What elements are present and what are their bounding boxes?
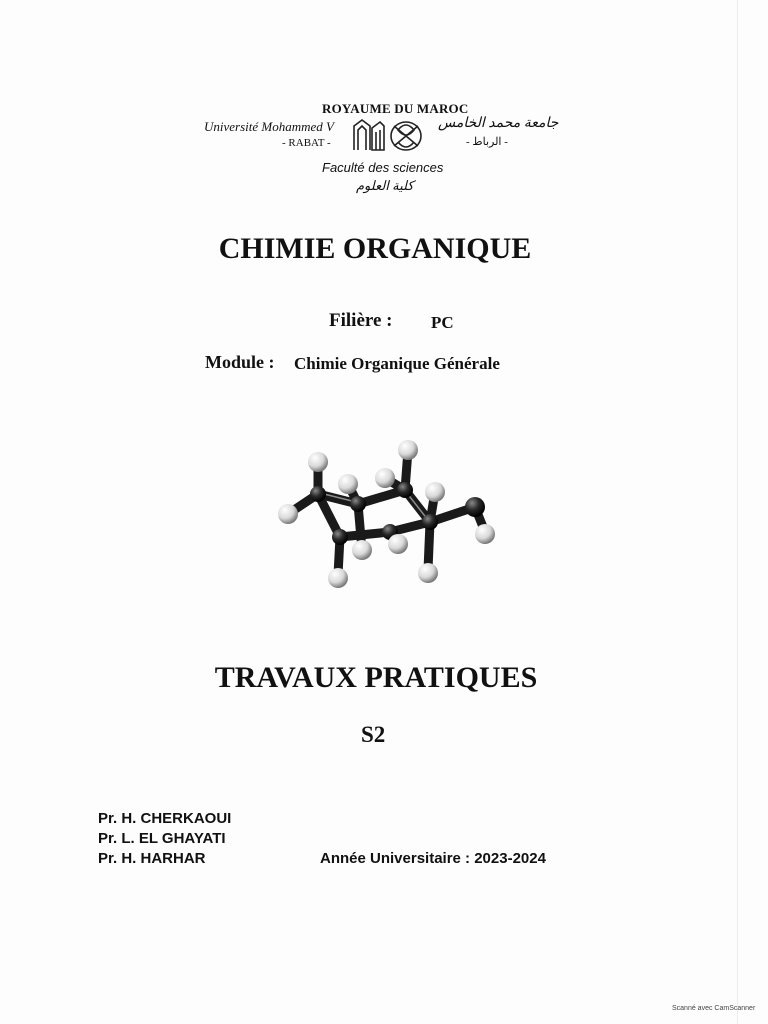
course-title: CHIMIE ORGANIQUE (218, 232, 532, 265)
practical-title: TRAVAUX PRATIQUES (214, 661, 538, 694)
module-label: Module : (205, 352, 275, 372)
university-name-fr: Université Mohammed V (204, 119, 334, 134)
filiere-value: PC (431, 313, 454, 332)
academic-year: Année Universitaire : 2023-2024 (320, 850, 546, 867)
author-1: Pr. H. CHERKAOUI (98, 810, 232, 827)
author-3: Pr. H. HARHAR (98, 850, 206, 867)
royaume-label: ROYAUME DU MAROC (322, 101, 469, 116)
university-logo-icon (350, 116, 428, 156)
university-name-ar: جامعة محمد الخامس (438, 116, 559, 131)
page-edge (737, 0, 738, 1024)
author-2: Pr. L. EL GHAYATI (98, 830, 226, 847)
city-fr: - RABAT - (282, 137, 331, 149)
semester-label: S2 (361, 722, 386, 747)
faculty-name-ar: كلية العلوم (356, 178, 414, 193)
module-value: Chimie Organique Générale (294, 354, 500, 373)
faculty-name-fr: Faculté des sciences (322, 160, 444, 175)
cyclohexane-molecule-icon (270, 432, 500, 597)
filiere-label: Filière : (329, 310, 393, 331)
city-ar: - الرباط - (466, 136, 508, 148)
scanner-watermark: Scanné avec CamScanner (672, 1005, 756, 1012)
